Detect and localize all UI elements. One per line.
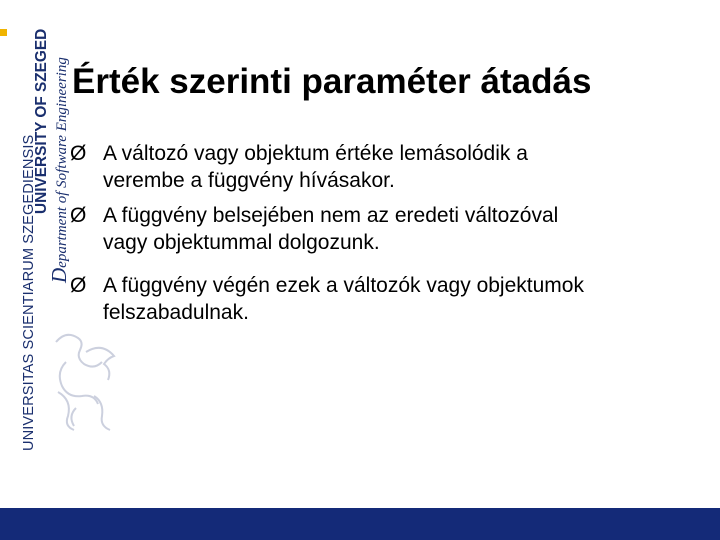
footer-bar	[0, 508, 720, 540]
bullet-list	[70, 140, 690, 326]
latin-university-name: UNIVERSITAS SCIENTIARUM SZEGEDIENSIS	[21, 134, 37, 451]
list-item	[70, 202, 690, 256]
list-item	[70, 272, 690, 326]
department-initial: D	[47, 267, 71, 283]
bullet-line: A függvény végén ezek a változók vagy objektumok	[103, 274, 584, 297]
bullet-line: felszabadulnak.	[103, 301, 249, 324]
university-name: UNIVERSITY OF SZEGED	[33, 28, 50, 214]
arrow-bullet-icon: Ø	[70, 142, 87, 165]
list-item	[70, 140, 690, 194]
university-sidebar	[0, 0, 78, 480]
bullet-line: vagy objektummal dolgozunk.	[103, 231, 380, 254]
bullet-line: A függvény belsejében nem az eredeti változóval	[103, 204, 559, 227]
slide-title: Érték szerinti paraméter átadás	[72, 62, 592, 101]
arrow-bullet-icon: Ø	[70, 204, 87, 227]
department-name	[47, 57, 72, 283]
bullet-line: verembe a függvény hívásakor.	[103, 169, 395, 192]
arrow-bullet-icon: Ø	[70, 274, 87, 297]
department-rest: epartment of Software Engineering	[54, 57, 70, 268]
bullet-line: A változó vagy objektum értéke lemásolódik a	[103, 142, 528, 165]
griffin-emblem-icon	[36, 322, 126, 432]
